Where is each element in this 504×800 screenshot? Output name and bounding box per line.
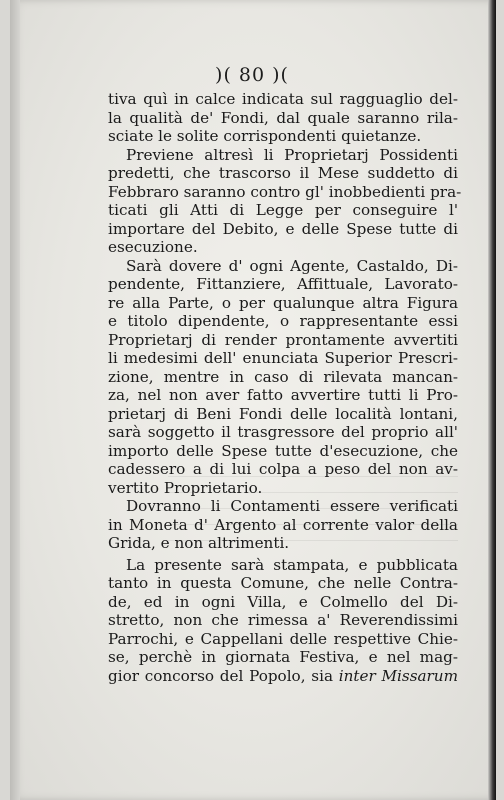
- text-line: sciate le solite corrispondenti quietanze.: [108, 127, 422, 145]
- text-line: tanto in questa Comune, che nelle Contra-: [108, 574, 458, 592]
- page-number: )( 80 )(: [215, 64, 289, 86]
- text-line: Dovranno li Contamenti essere verificati: [126, 497, 458, 515]
- text-line: importare del Debito, e delle Spese tutte di: [108, 219, 458, 238]
- text-line: predetti, che trascorso il Mese suddetto di: [108, 164, 458, 182]
- text-line: Sarà dovere d' ogni Agente, Castaldo, Di-: [126, 256, 458, 275]
- text-line: Grida, e non altrimenti.: [108, 534, 290, 552]
- text-line: de, ed in ogni Villa, e Colmello del Di-: [108, 592, 458, 611]
- text-line: za, nel non aver fatto avvertire tutti li Pro-: [108, 386, 458, 404]
- text-line: Proprietarj di render prontamente avvertiti: [108, 330, 458, 349]
- text-line: e titolo dipendente, o rappresentante essi: [108, 312, 458, 330]
- text-line: Febbraro saranno contro gl' inobbedienti pra-: [108, 182, 462, 201]
- text-line: importo delle Spese tutte d'esecuzione, che: [108, 441, 458, 460]
- text-line: vertito Proprietario.: [108, 478, 263, 497]
- paragraph-5: [108, 556, 458, 686]
- text-fragment: gior concorso del Popolo, sia: [108, 666, 339, 685]
- paragraph-2: [108, 145, 462, 257]
- italic-text: inter Missarum: [338, 666, 458, 685]
- page-edge: [488, 0, 496, 800]
- paragraph-4: [108, 497, 458, 553]
- text-line: [108, 667, 458, 686]
- text-line: re alla Parte, o per qualunque altra Figura: [108, 293, 458, 312]
- text-line: pendente, Fittanziere, Affittuale, Lavorato-: [108, 275, 458, 293]
- paragraph-3: [108, 257, 458, 498]
- text-line: zione, mentre in caso di rilevata mancan-: [108, 367, 458, 386]
- text-line: la qualità de' Fondi, dal quale saranno rila-: [108, 108, 458, 127]
- text-line: se, perchè in giornata Festiva, e nel mag-: [108, 648, 458, 666]
- text-line: Previene altresì li Proprietarj Possidenti: [126, 145, 458, 164]
- text-line: esecuzione.: [108, 238, 198, 256]
- text-line: cadessero a di lui colpa a peso del non av-: [108, 460, 458, 478]
- text-line: sarà soggetto il trasgressore del proprio all': [108, 423, 458, 441]
- text-line: stretto, non che rimessa a' Reverendissimi: [108, 611, 458, 629]
- page-gutter-shadow: [10, 0, 20, 800]
- text-line: La presente sarà stampata, e pubblicata: [126, 555, 458, 574]
- text-line: prietarj di Beni Fondi delle località lontani,: [108, 404, 458, 423]
- paragraph-1: [108, 90, 458, 146]
- text-line: Parrochi, e Cappellani delle respettive Chie-: [108, 629, 458, 648]
- text-line: tiva quì in calce indicata sul ragguaglio del-: [108, 90, 458, 108]
- text-line: in Moneta d' Argento al corrente valor della: [108, 515, 458, 534]
- text-line: ticati gli Atti di Legge per conseguire l': [108, 201, 458, 219]
- text-line: li medesimi dell' enunciata Superior Prescri-: [108, 349, 458, 367]
- body-text: [108, 90, 462, 685]
